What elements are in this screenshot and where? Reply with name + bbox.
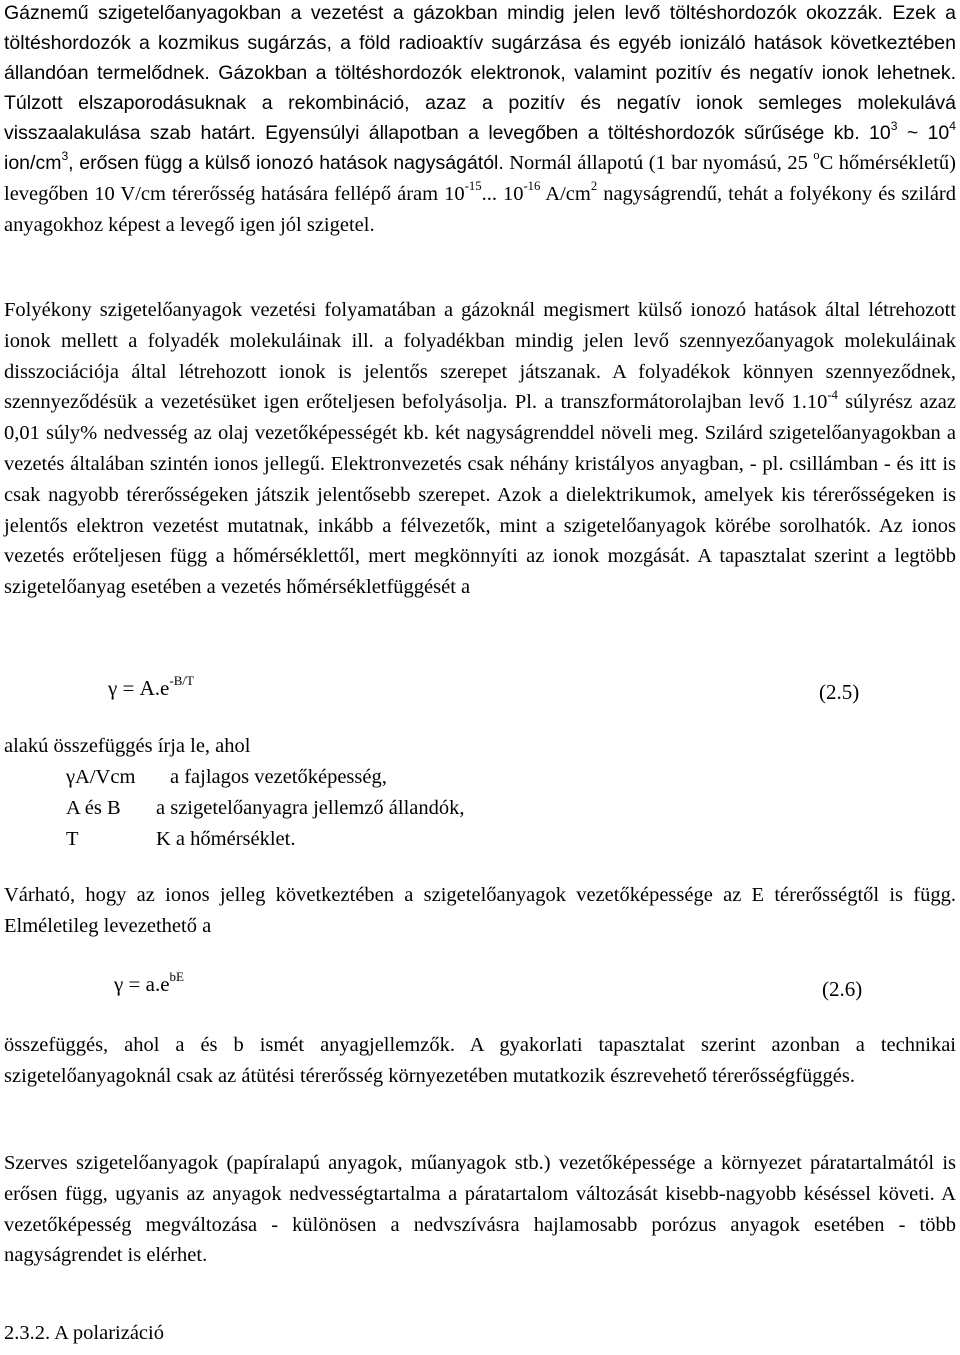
paragraph-organic-insulators: Szerves szigetelőanyagok (papíralapú anyagok, műanyagok stb.) vezetőképessége a környezet páratartalmától is erősen függ, ugyanis az anyagok nedvességtartalma a páratartalom változását kisebb-nagyobb késéssel követi. A vezetőképesség megváltozása - különösen a nedvszívásra hajlamosabb porózus anyagok esetében - több nagyságrendet is elérhet. xyxy=(4,1152,956,1267)
paragraph-material-constants: összefüggés, ahol a és b ismét anyagjellemzők. A gyakorlati tapasztalat szerint azonban a technikai szigetelőanyagoknál csak az átütési térerősség környezetében mutatkozik észrevehető térerősségfüggés. xyxy=(4,1034,956,1087)
definition-description: K a hőmérséklet. xyxy=(156,828,296,850)
definition-term: γA/Vcm xyxy=(66,766,136,788)
section-heading: 2.3.2. A polarizáció xyxy=(4,1322,164,1344)
paragraph-gaseous-insulators: Gáznemű szigetelőanyagokban a vezetést a gázokban mindig jelen levő töltéshordozók okozzák. Ezek a töltéshordozók a kozmikus sugárzás, a föld radioaktív sugárzása és egyéb ionizáló hatások következtében állandóan termelődnek. Gázokban a töltéshordozók elektronok, valamint pozitív és negatív ionok lehetnek. Túlzott elszaporodásuknak a rekombináció, azaz a pozitív és negatív ionok semleges molekulává visszaalakulása szab határt. Egyensúlyi állapotban a levegőben a töltéshordozók sűrűsége kb. $10^3$ ~ $10^4$ ion/$cm^3$, erősen függ a külső ionozó hatások nagyságától. Normál állapotú (1 bar nyomású, 25 $^o$C hőmérsékletű) levegőben 10 V/cm térerősség hatására fellépő áram $10^{-15}$... $10^{-16}$ $A/cm^2$ nagyságrendű, tehát a folyékony és szilárd anyagokhoz képest a levegő igen jól szigetel. xyxy=(4,2,956,236)
definition-term: A és B xyxy=(66,797,121,819)
definition-description: a fajlagos vezetőképesség, xyxy=(170,766,387,788)
definition-term: T xyxy=(66,828,79,850)
paragraph-field-dependence: Várható, hogy az ionos jelleg következtében a szigetelőanyagok vezetőképessége az E térerősségtől is függ. Elméletileg levezethető a xyxy=(4,884,956,937)
definition-description: a szigetelőanyagra jellemző állandók, xyxy=(156,797,465,819)
equation-intro-text: alakú összefüggés írja le, ahol xyxy=(4,735,251,757)
equation-number-2-6: (2.6) xyxy=(822,977,863,1001)
equation-2-6: $\gamma = a.e^{bE}$ xyxy=(114,969,184,996)
equation-number-2-5: (2.5) xyxy=(819,680,860,704)
paragraph-liquid-insulators: Folyékony szigetelőanyagok vezetési folyamatában a gázoknál megismert külső ionozó hatások által létrehozott ionok mellett a folyadék molekuláinak ill. a folyadékban mindig jelen levő szennyezőanyagok molekuláinak disszociációja által létrehozott ionok is jelentős szerepet játszanak. A folyadékok könnyen szennyeződnek, szennyeződésük a vezetésüket igen erőteljesen befolyásolja. Pl. a transzformátorolajban levő $1.10^{-4}$ súlyrész azaz 0,01 súly% nedvesség az olaj vezetőképességét kb. két nagyságrenddel növeli meg. Szilárd szigetelőanyagokban a vezetés általában szintén ionos jellegű. Elektronvezetés csak néhány kristályos anyagban, - pl. csillámban - és itt is csak nagyobb térerősségeken játszik jelentősebb szerepet. Azok a dielektrikumok, amelyek kis térerősségeken is jelentős elektron vezetést mutatnak, inkább a félvezetők, mint a szigetelőanyagok körébe sorolhatók. Az ionos vezetés erőteljesen függ a hőmérséklettől, mert megkönnyíti az ionok mozgását. A tapasztalat szerint a legtöbb szigetelőanyag esetében a vezetés hőmérsékletfüggését a xyxy=(4,299,956,599)
equation-2-5: $\gamma = A.e^{-B/T}$ xyxy=(108,673,194,700)
